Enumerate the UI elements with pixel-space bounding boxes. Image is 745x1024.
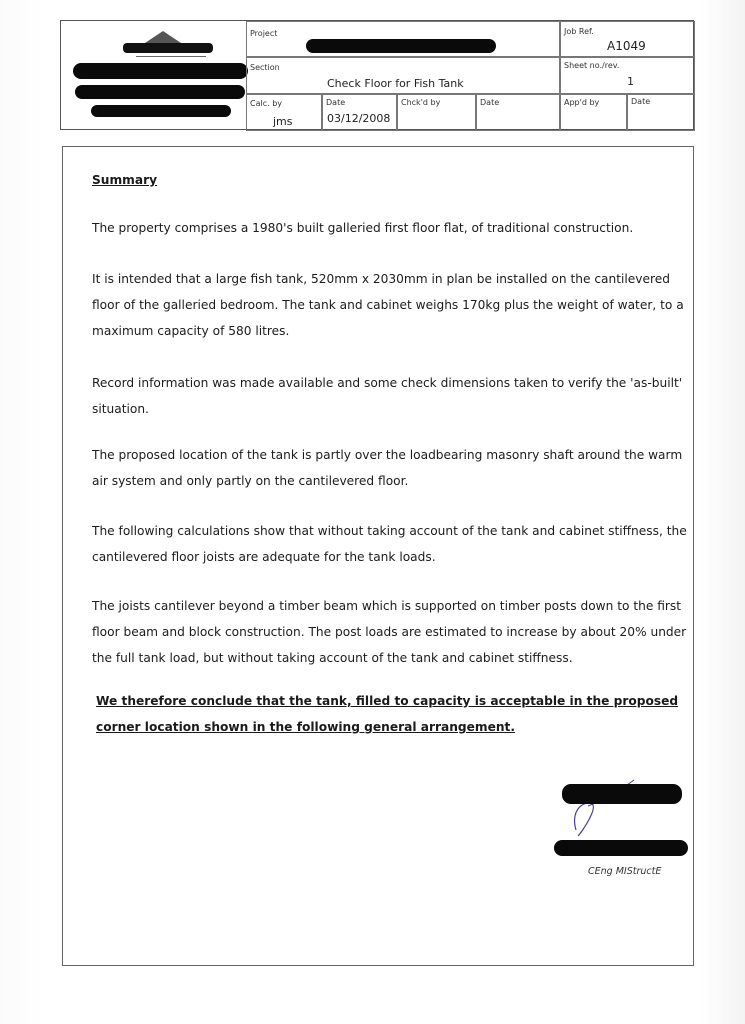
paragraph-joists: The joists cantilever beyond a timber beam which is supported on timber posts down to the first floor beam and block construction. The post loads are estimated to increase by about 20% under the full tank load, but without taking account of the tank and cabinet stiffness. xyxy=(92,599,687,665)
paragraph-location: The proposed location of the tank is partly over the loadbearing masonry shaft around the warm air system and only partly on the cantilevered floor. xyxy=(92,448,683,488)
sheet-label: Sheet no./rev. xyxy=(564,61,620,70)
paragraph-property: The property comprises a 1980's built galleried first floor flat, of traditional construction. xyxy=(92,221,634,235)
signatory-title: CEng MIStructE xyxy=(588,866,662,877)
paragraph-tank: It is intended that a large fish tank, 520mm x 2030mm in plan be installed on the cantilevered floor of the galleried bedroom. The tank and cabinet weighs 170kg plus the weight of water, to a maximum capacity of 580 litres. xyxy=(92,272,684,338)
section-label: Section xyxy=(250,63,280,72)
paragraph-calculations: The following calculations show that without taking account of the tank and cabinet stiffness, the cantilevered floor joists are adequate for the tank loads. xyxy=(92,524,687,564)
redacted-company-phone xyxy=(91,105,231,117)
checked-label: Chck'd by xyxy=(401,98,441,107)
approved-label: App'd by xyxy=(564,98,600,107)
redacted-signature xyxy=(562,784,682,804)
calc-by-label: Calc. by xyxy=(250,99,283,108)
redacted-company-name xyxy=(73,63,248,79)
calc-sheet-header xyxy=(60,20,694,130)
summary-heading: Summary xyxy=(92,173,158,187)
project-label: Project xyxy=(250,29,278,38)
signature-block xyxy=(548,770,698,865)
conclusion-statement: We therefore conclude that the tank, filled to capacity is acceptable in the proposed corner location shown in the following general arrangement. xyxy=(96,694,679,734)
calc-by-value: jms xyxy=(273,115,293,128)
job-ref-value: A1049 xyxy=(607,39,646,53)
job-ref-label: Job Ref. xyxy=(564,27,594,36)
redacted-signatory-name xyxy=(554,840,688,856)
redacted-company-address xyxy=(75,85,245,99)
date3-label: Date xyxy=(631,97,651,106)
section-value: Check Floor for Fish Tank xyxy=(327,77,464,90)
date-value: 03/12/2008 xyxy=(327,112,391,125)
date-label: Date xyxy=(326,98,346,107)
redacted-project-name xyxy=(306,39,496,53)
paragraph-record: Record information was made available and some check dimensions taken to verify the 'as-built' situation. xyxy=(92,376,683,416)
date2-label: Date xyxy=(480,98,500,107)
sheet-value: 1 xyxy=(627,75,634,88)
